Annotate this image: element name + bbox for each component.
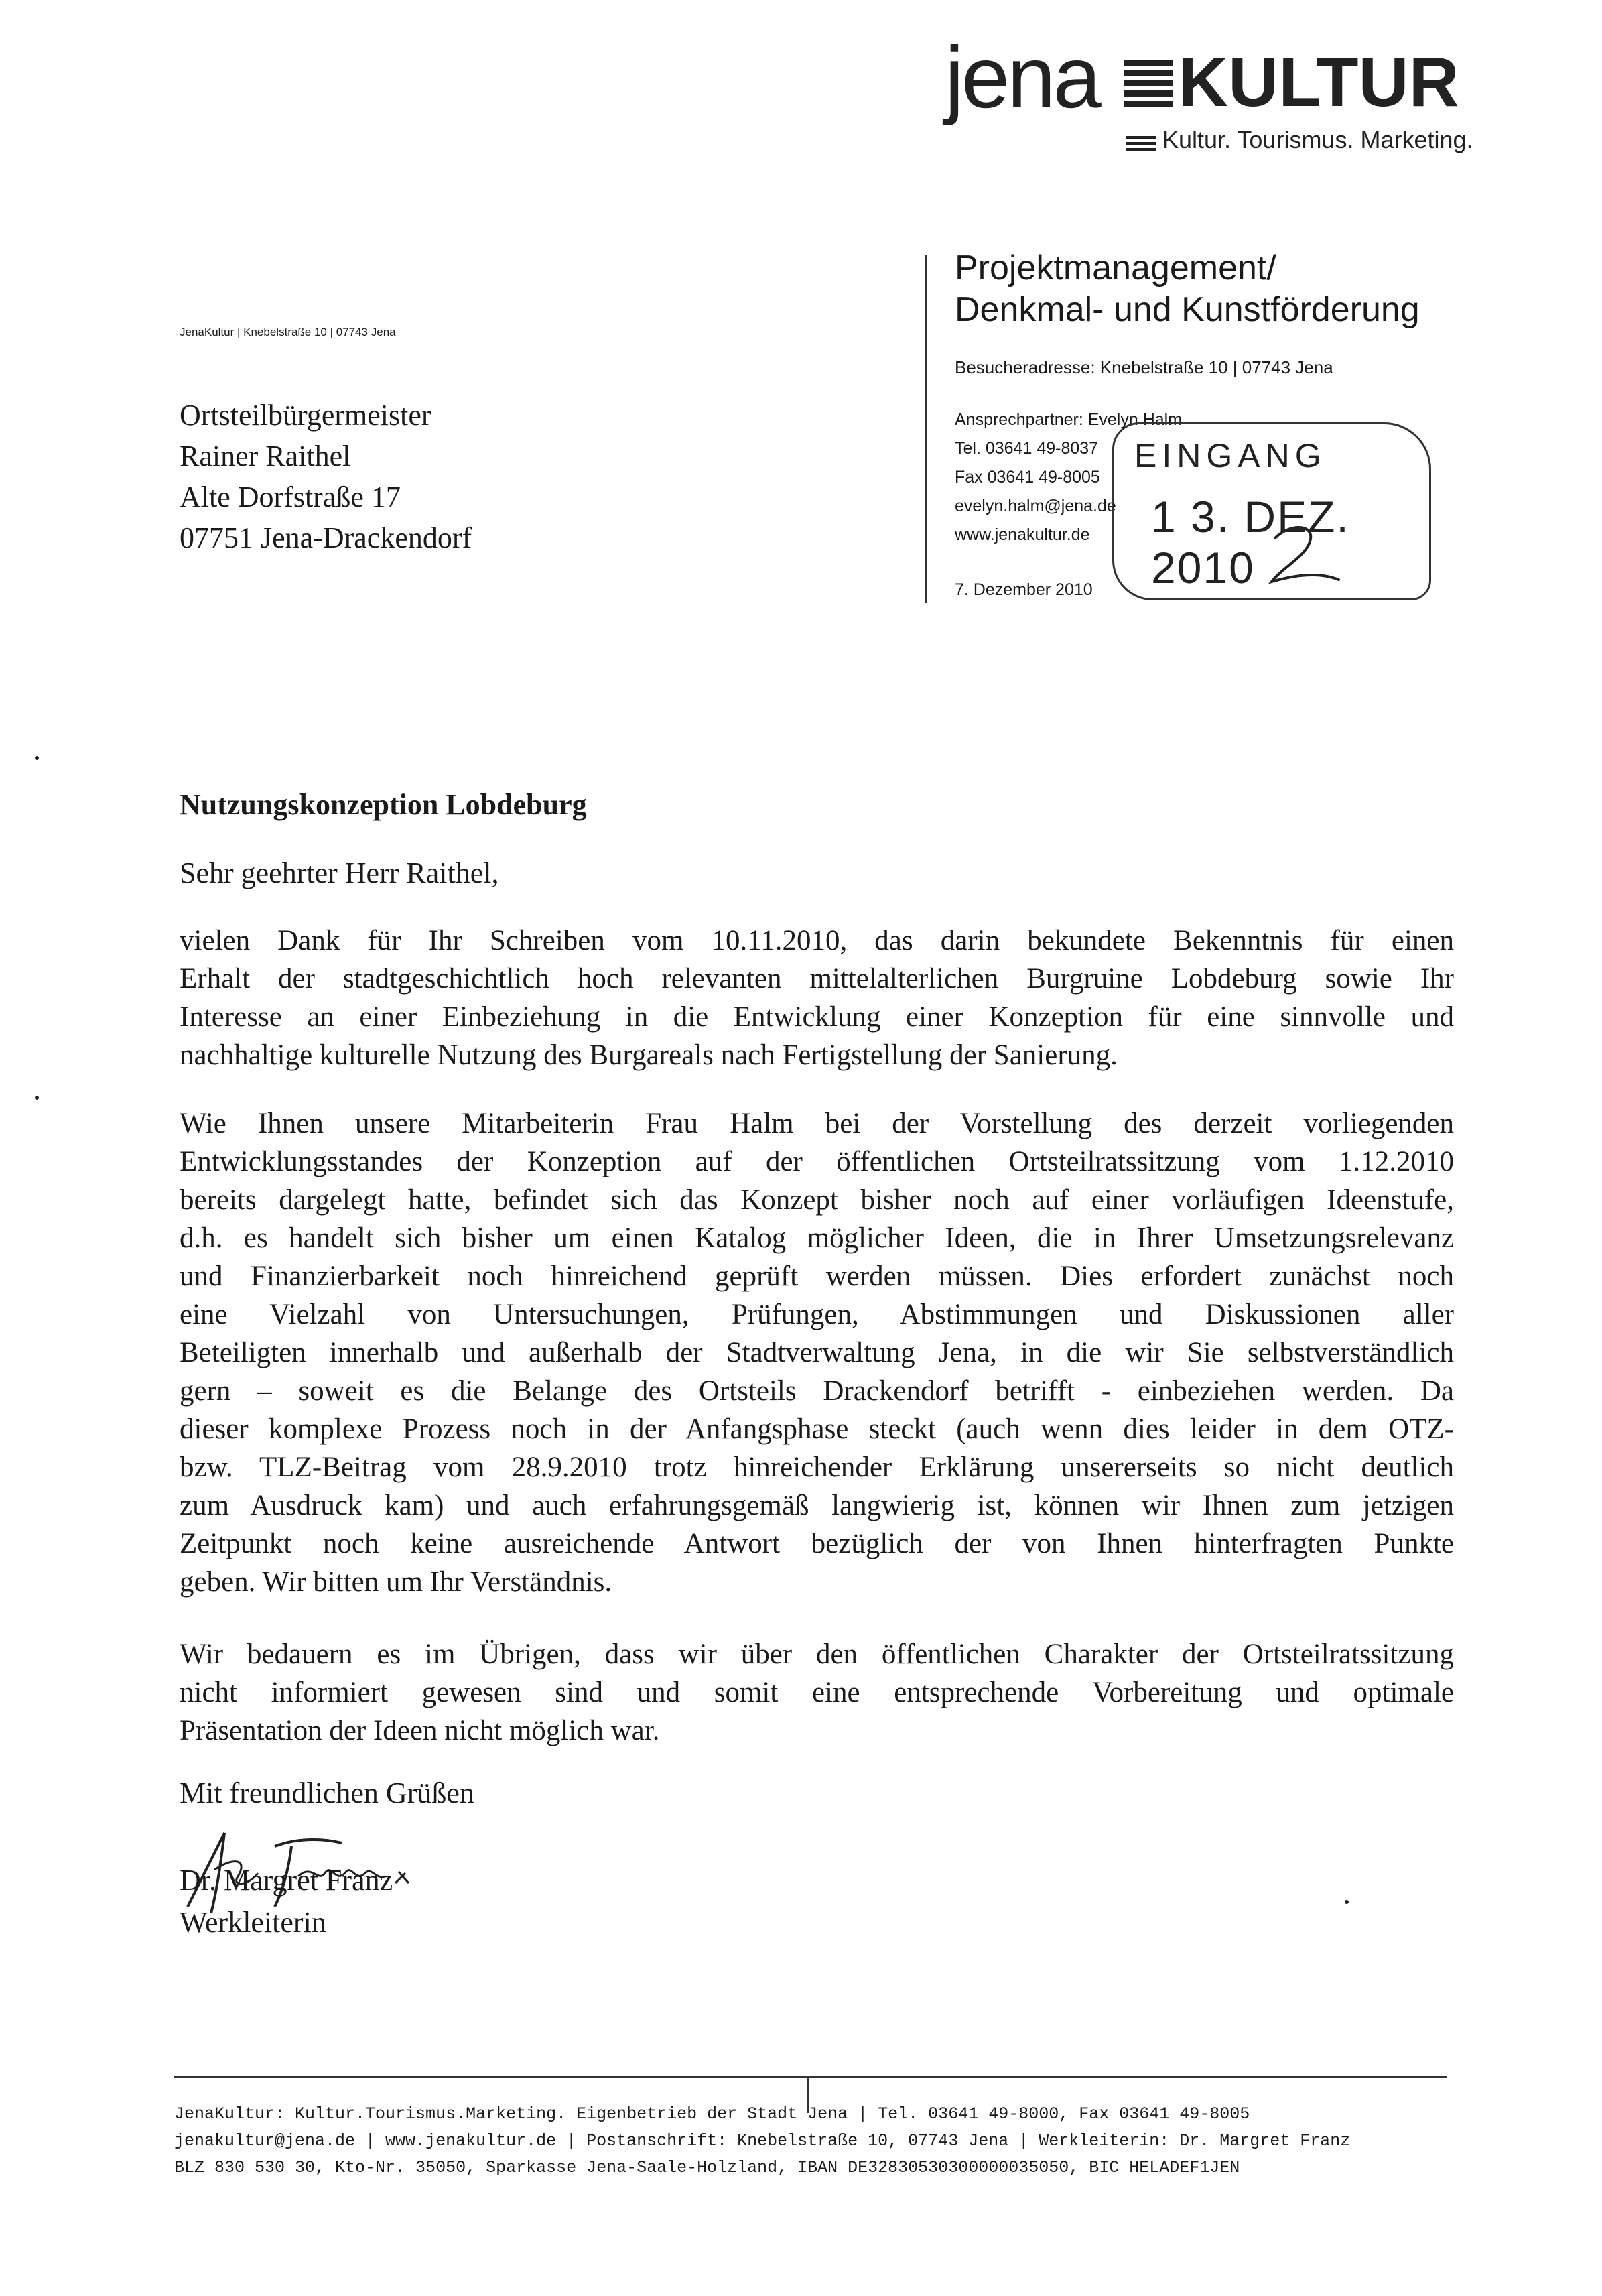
- stamp-title: EINGANG: [1134, 437, 1327, 474]
- scan-speck: [35, 1096, 39, 1100]
- letter-subject: Nutzungskonzeption Lobdeburg: [180, 788, 587, 821]
- body-paragraph-1: [180, 921, 1454, 1074]
- paragraph-line: eine Vielzahl von Untersuchungen, Prüfungen, Abstimmungen und Diskussionen aller: [180, 1299, 1454, 1330]
- paragraph-line: nachhaltige kulturelle Nutzung des Burgareals nach Fertigstellung der Sanierung.: [180, 1039, 1118, 1071]
- recipient-line3: Alte Dorfstraße 17: [180, 481, 401, 513]
- footer-line3: BLZ 830 530 30, Kto-Nr. 35050, Sparkasse Jena-Saale-Holzland, IBAN DE32830530300000035050, BIC HELADEF1JEN: [174, 2158, 1240, 2177]
- body-paragraph-2: [180, 1104, 1454, 1601]
- closing: Mit freundlichen Grüßen: [180, 1777, 474, 1809]
- paragraph-line: Beteiligten innerhalb und außerhalb der Stadtverwaltung Jena, in die wir Sie selbstverständlich: [180, 1337, 1454, 1368]
- signer-name: Dr. Margret Franz: [180, 1864, 393, 1897]
- contact-phone: Tel. 03641 49-8037: [955, 439, 1099, 458]
- footer-line1: JenaKultur: Kultur.Tourismus.Marketing. Eigenbetrieb der Stadt Jena | Tel. 03641 49-8000, Fax 03641 49-8005: [174, 2104, 1250, 2124]
- contact-person: Ansprechpartner: Evelyn Halm: [955, 410, 1183, 429]
- department-title-line2: Denkmal- und Kunstförderung: [955, 290, 1420, 329]
- received-stamp: [1112, 422, 1431, 600]
- footer-line2: jenakultur@jena.de | www.jenakultur.de | Postanschrift: Knebelstraße 10, 07743 Jena | Werkleiterin: Dr. Margret Franz: [174, 2131, 1351, 2151]
- paragraph-line: gern – soweit es die Belange des Ortsteils Drackendorf betrifft - einbeziehen werden. Da: [180, 1375, 1454, 1407]
- paragraph-line: vielen Dank für Ihr Schreiben vom 10.11.2010, das darin bekundete Bekenntnis für einen: [180, 925, 1454, 956]
- jenakultur-logo: [945, 27, 1494, 153]
- contact-web: www.jenakultur.de: [955, 525, 1090, 544]
- body-paragraph-3: [180, 1635, 1454, 1750]
- paragraph-line: nicht informiert gewesen sind und somit eine entsprechende Vorbereitung und optimale: [180, 1677, 1454, 1708]
- paragraph-line: d.h. es handelt sich bisher um einen Katalog möglicher Ideen, die in Ihrer Umsetzungsrelevanz: [180, 1222, 1454, 1254]
- paragraph-line: bzw. TLZ-Beitrag vom 28.9.2010 trotz hinreichender Erklärung unsererseits so nicht deutlich: [180, 1452, 1454, 1483]
- scan-speck: [1345, 1900, 1349, 1904]
- paragraph-line: zum Ausdruck kam) und auch erfahrungsgemäß langwierig ist, können wir Ihnen zum jetzigen: [180, 1490, 1454, 1521]
- contact-email: evelyn.halm@jena.de: [955, 497, 1116, 515]
- paragraph-line: Erhalt der stadtgeschichtlich hoch relevanten mittelalterlichen Burgruine Lobdeburg sowie Ihr: [180, 963, 1454, 995]
- recipient-line1: Ortsteilbürgermeister: [180, 399, 431, 432]
- paragraph-line: Wir bedauern es im Übrigen, dass wir über den öffentlichen Charakter der Ortsteilratssitzung: [180, 1639, 1454, 1670]
- logo-jena-text: jena: [945, 28, 1099, 126]
- stamp-date: 1 3. DEZ. 2010: [1151, 492, 1350, 592]
- header-vertical-divider: [925, 255, 927, 603]
- salutation: Sehr geehrter Herr Raithel,: [180, 856, 499, 889]
- paragraph-line: bereits dargelegt hatte, befindet sich das Konzept bisher noch auf einer vorläufigen Ideenstufe,: [180, 1184, 1454, 1216]
- logo-tagline: Kultur. Tourismus. Marketing.: [1162, 126, 1473, 153]
- scan-speck: [35, 756, 39, 760]
- paragraph-line: Präsentation der Ideen nicht möglich war.: [180, 1715, 660, 1746]
- paragraph-line: geben. Wir bitten um Ihr Verständnis.: [180, 1566, 612, 1598]
- department-title-line1: Projektmanagement/: [955, 249, 1276, 288]
- visitor-address: Besucheradresse: Knebelstraße 10 | 07743 Jena: [955, 357, 1333, 377]
- paragraph-line: Wie Ihnen unsere Mitarbeiterin Frau Halm bei der Vorstellung des derzeit vorliegenden: [180, 1108, 1454, 1139]
- stamp-handwritten-mark: [1255, 518, 1349, 592]
- logo-kultur-text: KULTUR: [1178, 44, 1459, 121]
- recipient-line2: Rainer Raithel: [180, 440, 351, 472]
- paragraph-line: Zeitpunkt noch keine ausreichende Antwort bezüglich der von Ihnen hinterfragten Punkte: [180, 1528, 1454, 1559]
- sender-return-address: JenaKultur | Knebelstraße 10 | 07743 Jena: [180, 326, 396, 338]
- paragraph-line: dieser komplexe Prozess noch in der Anfangsphase steckt (auch wenn dies leider in dem OTZ-: [180, 1413, 1454, 1445]
- contact-fax: Fax 03641 49-8005: [955, 468, 1100, 487]
- paragraph-line: Entwicklungsstandes der Konzeption auf der öffentlichen Ortsteilratssitzung vom 1.12.2010: [180, 1146, 1454, 1177]
- paragraph-line: Interesse an einer Einbeziehung in die Entwicklung einer Konzeption für eine sinnvolle und: [180, 1001, 1454, 1033]
- logo-stripes-mark: [1124, 60, 1173, 114]
- paragraph-line: und Finanzierbarkeit noch hinreichend geprüft werden müssen. Dies erfordert zunächst noch: [180, 1261, 1454, 1292]
- signer-role: Werkleiterin: [180, 1906, 326, 1939]
- footer-divider: [174, 2076, 1447, 2078]
- logo-small-stripes: [1126, 136, 1156, 154]
- recipient-line4: 07751 Jena-Drackendorf: [180, 521, 472, 554]
- letter-date: 7. Dezember 2010: [955, 580, 1093, 599]
